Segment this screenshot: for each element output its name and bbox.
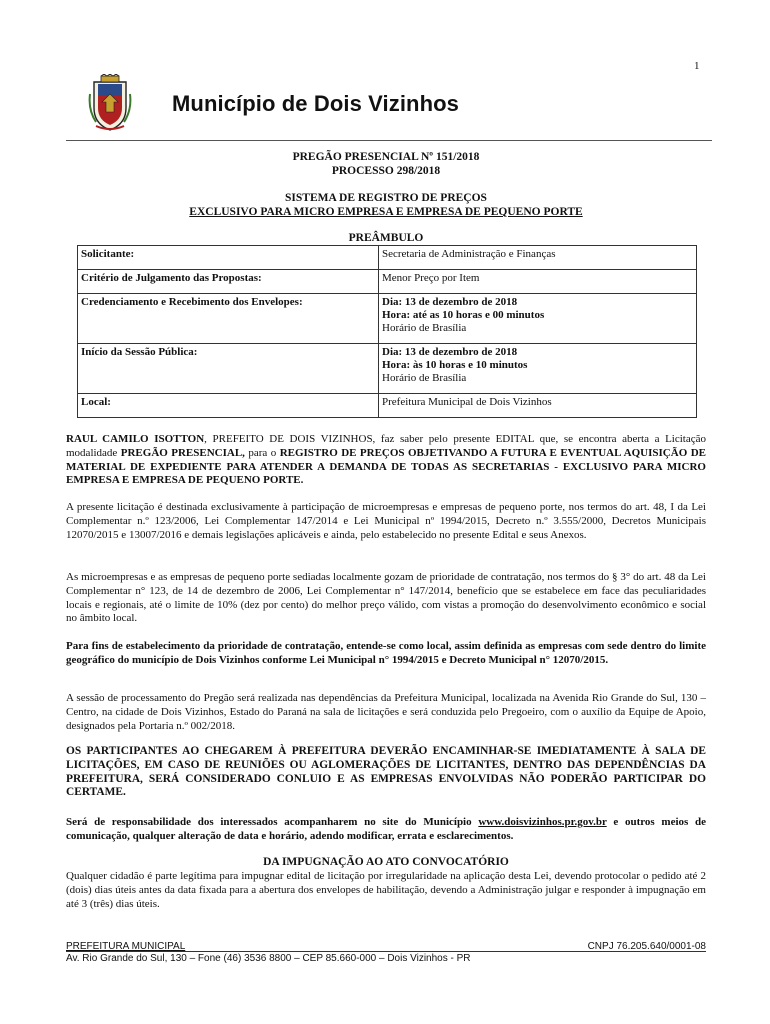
exclusivo-title: EXCLUSIVO PARA MICRO EMPRESA E EMPRESA DE PEQUENO PORTE bbox=[189, 206, 583, 218]
responsabilidade-text-b: e outros meios de comunicação, qualquer alteração de data e horário, adendo modificar, errata e esclarecimentos. bbox=[66, 816, 706, 842]
row-value bbox=[379, 344, 697, 394]
value-line: Hora: às 10 horas e 10 minutos bbox=[382, 359, 528, 371]
table-row bbox=[78, 270, 697, 294]
value-line: Hora: até as 10 horas e 00 minutos bbox=[382, 309, 545, 321]
value-line: Secretaria de Administração e Finanças bbox=[382, 248, 556, 260]
modalidade-text: PREGÃO PRESENCIAL, bbox=[120, 446, 245, 459]
footer-divider bbox=[66, 951, 706, 952]
preambulo-title: PREÂMBULO bbox=[348, 232, 424, 244]
page-number: 1 bbox=[694, 60, 700, 72]
pregao-title: PREGÃO PRESENCIAL Nº 151/2018 bbox=[292, 151, 480, 163]
row-value bbox=[379, 270, 697, 294]
paragraph-prioridade: As microempresas e as empresas de pequeno porte sediadas localmente gozam de prioridade de contratação, nos termos do § 3° do art. 48 da Lei Complementar n° 123, de 14 de dezembro de 2006, Lei Complementar n° 147/2014, benefício que se estabelece em face das peculiaridades locais e regionais, até o limite de 10% (dez por cento) do melhor preço válido, com vistas a promoção do desenvolvimento econômico e social no âmbito local. bbox=[66, 571, 706, 625]
preambulo-table bbox=[77, 245, 697, 418]
row-label: Início da Sessão Pública: bbox=[78, 344, 379, 394]
municipal-crest-logo bbox=[88, 74, 132, 132]
responsabilidade-text-a: Será de responsabilidade dos interessados acompanharem no site do Município bbox=[66, 816, 479, 828]
value-line: Menor Preço por Item bbox=[382, 272, 480, 284]
table-row bbox=[78, 394, 697, 418]
row-value bbox=[379, 394, 697, 418]
paragraph-edital-intro bbox=[66, 433, 706, 488]
footer-address: Av. Rio Grande do Sul, 130 – Fone (46) 3536 8800 – CEP 85.660-000 – Dois Vizinhos - PR bbox=[66, 953, 471, 964]
site-link[interactable]: www.doisvizinhos.pr.gov.br bbox=[478, 816, 607, 828]
intro-text-a: , PREFEITO DE DOIS VIZINHOS, faz saber pelo presente EDITAL que, se encontra aberta a Licitação modalidade bbox=[66, 433, 706, 459]
value-line: Dia: 13 de dezembro de 2018 bbox=[382, 296, 518, 308]
prefeito-name: RAUL CAMILO ISOTTON bbox=[66, 433, 205, 445]
row-value bbox=[379, 246, 697, 270]
table-row bbox=[78, 344, 697, 394]
impugnacao-title: DA IMPUGNAÇÃO AO ATO CONVOCATÓRIO bbox=[263, 856, 509, 868]
sistema-title: SISTEMA DE REGISTRO DE PREÇOS bbox=[285, 192, 487, 204]
paragraph-participantes-warning: OS PARTICIPANTES AO CHEGAREM À PREFEITURA DEVERÃO ENCAMINHAR-SE IMEDIATAMENTE À SALA DE LICITAÇÕES, EM CASO DE REUNIÕES OU AGLOMERAÇÕES DE LICITANTES, DENTRO DAS DEPENDÊNCIAS DA PREFEITURA, SERÁ CONSIDERADO CONLUIO E AS EMPRESAS ENVOLVIDAS NÃO PODERÃO PARTICIPAR DO CERTAME. bbox=[66, 745, 706, 799]
value-line: Prefeitura Municipal de Dois Vizinhos bbox=[382, 396, 552, 408]
value-line: Dia: 13 de dezembro de 2018 bbox=[382, 346, 518, 358]
paragraph-impugnacao: Qualquer cidadão é parte legítima para impugnar edital de licitação por irregularidade na aplicação desta Lei, devendo protocolar o pedido até 2 (dois) dias úteis antes da data fixada para a abertura dos envelopes de habilitação, devendo a Administração julgar e responder à impugnação em até 3 (três) dias úteis. bbox=[66, 870, 706, 910]
footer-left: PREFEITURA MUNICIPAL bbox=[66, 941, 186, 952]
value-line: Horário de Brasília bbox=[382, 322, 467, 334]
table-row bbox=[78, 246, 697, 270]
row-label: Critério de Julgamento das Propostas: bbox=[78, 270, 379, 294]
row-label: Solicitante: bbox=[78, 246, 379, 270]
paragraph-destinada: A presente licitação é destinada exclusivamente à participação de microempresas e empresas de pequeno porte, nos termos do art. 48, I da Lei Complementar n.º 123/2006, Lei Complementar 147/2014 e Lei Municipal nº 1994/2015, Decreto n.º 3.555/2000, Decretos Municipais 12070/2015 e 13007/2016 e demais legislações aplicáveis e ainda, pelo estabelecido no presente Edital e seus Anexos. bbox=[66, 501, 706, 541]
municipio-title: Município de Dois Vizinhos bbox=[172, 91, 459, 116]
row-value bbox=[379, 294, 697, 344]
paragraph-sessao: A sessão de processamento do Pregão será realizada nas dependências da Prefeitura Municipal, localizada na Avenida Rio Grande do Sul, 130 – Centro, na cidade de Dois Vizinhos, Estado do Paraná na sala de licitações e será conduzida pelo Pregoeiro, com o auxílio da Equipe de Apoio, designados pela Portaria n.º 002/2018. bbox=[66, 692, 706, 732]
footer-cnpj: CNPJ 76.205.640/0001-08 bbox=[587, 941, 706, 952]
header-divider bbox=[66, 140, 712, 141]
table-row bbox=[78, 294, 697, 344]
intro-text-b: para o bbox=[244, 446, 280, 459]
objeto-text: REGISTRO DE PREÇOS OBJETIVANDO A FUTURA E EVENTUAL AQUISIÇÃO DE MATERIAL DE EXPEDIENTE PARA ATENDER A DEMANDA DE TODAS AS SECRETARIAS - EXCLUSIVO PARA MICRO EMPRESA E EMPRESA DE PEQUENO PORTE. bbox=[66, 446, 706, 487]
row-label: Local: bbox=[78, 394, 379, 418]
paragraph-local-definition: Para fins de estabelecimento da prioridade de contratação, entende-se como local, assim definida as empresas com sede dentro do limite geográfico do município de Dois Vizinhos conforme Lei Municipal n° 1994/2015 e Decreto Municipal n° 12070/2015. bbox=[66, 640, 706, 666]
paragraph-responsabilidade bbox=[66, 816, 706, 844]
processo-title: PROCESSO 298/2018 bbox=[331, 165, 441, 177]
value-line: Horário de Brasília bbox=[382, 372, 467, 384]
row-label: Credenciamento e Recebimento dos Envelopes: bbox=[78, 294, 379, 344]
